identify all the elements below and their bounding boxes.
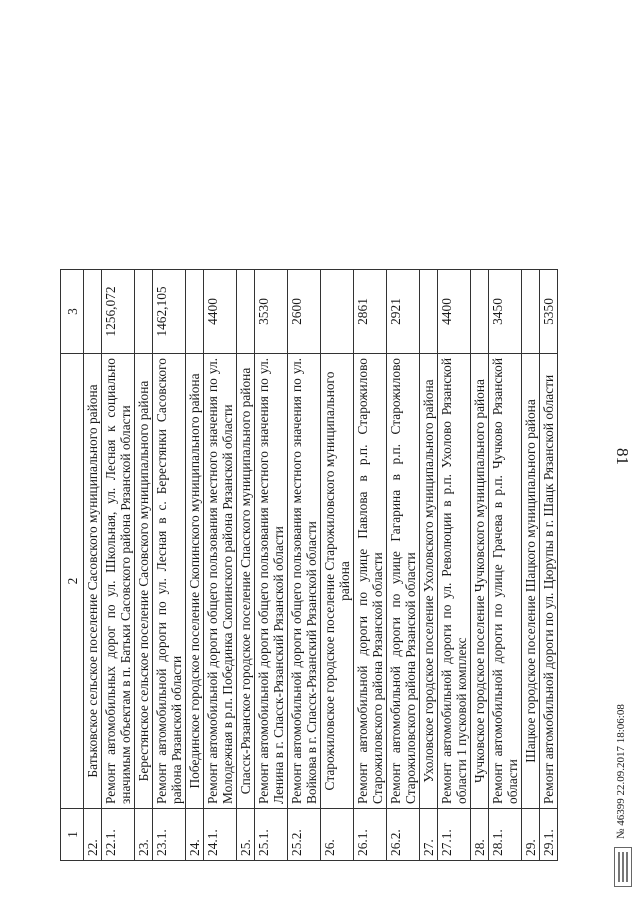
- table-header-row: [61, 270, 84, 861]
- row-amount: [84, 270, 102, 354]
- row-number: 25.: [237, 809, 255, 861]
- row-number: 29.: [522, 809, 540, 861]
- row-description: Шацкое городское поселение Шацкого муниципального района: [522, 354, 540, 809]
- row-number: 22.: [84, 809, 102, 861]
- row-description: Побединское городское поселение Скопинского муниципального района: [186, 354, 204, 809]
- document-footer: [612, 657, 634, 887]
- row-amount: 5350: [540, 270, 558, 354]
- row-amount: [237, 270, 255, 354]
- row-amount: 4400: [204, 270, 237, 354]
- table-body: [61, 270, 558, 861]
- row-number: 26.: [321, 809, 354, 861]
- row-number: 29.1.: [540, 809, 558, 861]
- row-number: 25.1.: [255, 809, 288, 861]
- row-number: 23.: [135, 809, 153, 861]
- row-amount: 2861: [354, 270, 387, 354]
- row-number: 24.: [186, 809, 204, 861]
- row-number: 22.1.: [102, 809, 135, 861]
- row-amount: 2600: [288, 270, 321, 354]
- table-group-row: [237, 270, 255, 861]
- row-description: Старожиловское городское поселение Старожиловского муниципального района: [321, 354, 354, 809]
- row-description: Берестянское сельское поселение Сасовского муниципального района: [135, 354, 153, 809]
- table-row: [438, 270, 471, 861]
- table-row: [540, 270, 558, 861]
- table-row: [387, 270, 420, 861]
- row-description: Ремонт автомобильной дороги по улице Гагарина в р.п. Старожилово Старожиловского района Рязанской области: [387, 354, 420, 809]
- table-row: [354, 270, 387, 861]
- row-number: 27.: [420, 809, 438, 861]
- row-number: 28.1.: [489, 809, 522, 861]
- row-description: Чучковское городское поселение Чучковского муниципального района: [471, 354, 489, 809]
- roads-repair-table: [60, 269, 558, 861]
- row-description: Ремонт автомобильной дороги общего пользования местного значения по ул. Войкова в г. Спасск-Рязанский Рязанской области: [288, 354, 321, 809]
- row-amount: 1462,105: [153, 270, 186, 354]
- row-description: Ремонт автомобильной дороги по улице Павлова в р.п. Старожилово Старожиловского района Рязанской области: [354, 354, 387, 809]
- row-number: 23.1.: [153, 809, 186, 861]
- row-amount: [321, 270, 354, 354]
- row-description: Ремонт автомобильной дороги по улице Грачева в р.п. Чучково Рязанской области: [489, 354, 522, 809]
- header-cell-name: 2: [61, 354, 84, 809]
- table-group-row: [522, 270, 540, 861]
- table-group-row: [471, 270, 489, 861]
- table-row: [153, 270, 186, 861]
- table-row: [489, 270, 522, 861]
- header-cell-amount: 3: [61, 270, 84, 354]
- row-number: 26.1.: [354, 809, 387, 861]
- row-amount: 3450: [489, 270, 522, 354]
- row-description: Ремонт автомобильной дороги по ул. Лесная в с. Берестянки Сасовского района Рязанской области: [153, 354, 186, 809]
- row-number: 28.: [471, 809, 489, 861]
- row-number: 27.1.: [438, 809, 471, 861]
- row-description: Ремонт автомобильной дороги общего пользования местного значения по ул. Ленина в г. Спасск-Рязанский Рязанской области: [255, 354, 288, 809]
- row-amount: [522, 270, 540, 354]
- row-amount: [420, 270, 438, 354]
- registry-stamp: [614, 847, 632, 887]
- table-row: [102, 270, 135, 861]
- table-row: [255, 270, 288, 861]
- table-group-row: [420, 270, 438, 861]
- row-description: Ремонт автомобильной дороги общего пользования местного значения по ул. Молодежная в р.п. Побединка Скопинского района Рязанской области: [204, 354, 237, 809]
- table-row: [288, 270, 321, 861]
- row-amount: [471, 270, 489, 354]
- table-group-row: [84, 270, 102, 861]
- row-description: Спасск-Рязанское городское поселение Спасского муниципального района: [237, 354, 255, 809]
- row-number: 25.2.: [288, 809, 321, 861]
- row-description: Ремонт автомобильной дороги по ул. Революции в р.п. Ухолово Рязанской области 1 пусковой комплекс: [438, 354, 471, 809]
- row-description: Ухоловское городское поселение Ухоловского муниципального района: [420, 354, 438, 809]
- row-description: Ремонт автомобильных дорог по ул. Школьная, ул. Лесная к социально значимым объектам в п. Батьки Сасовского района Рязанской области: [102, 354, 135, 809]
- row-number: 26.2.: [387, 809, 420, 861]
- table-group-row: [186, 270, 204, 861]
- table-group-row: [321, 270, 354, 861]
- row-number: 24.1.: [204, 809, 237, 861]
- table-row: [204, 270, 237, 861]
- row-amount: 4400: [438, 270, 471, 354]
- page-number: 81: [613, 448, 632, 465]
- row-amount: [135, 270, 153, 354]
- row-description: Ремонт автомобильной дороги по ул. Цюрупы в г. Шацк Рязанской области: [540, 354, 558, 809]
- header-cell-number: 1: [61, 809, 84, 861]
- row-description: Батьковское сельское поселение Сасовского муниципального района: [84, 354, 102, 809]
- row-amount: 2921: [387, 270, 420, 354]
- document-id: № 46399 22.09.2017 18:06:08: [615, 704, 627, 839]
- row-amount: 3530: [255, 270, 288, 354]
- row-amount: 1256,072: [102, 270, 135, 354]
- row-amount: [186, 270, 204, 354]
- table-group-row: [135, 270, 153, 861]
